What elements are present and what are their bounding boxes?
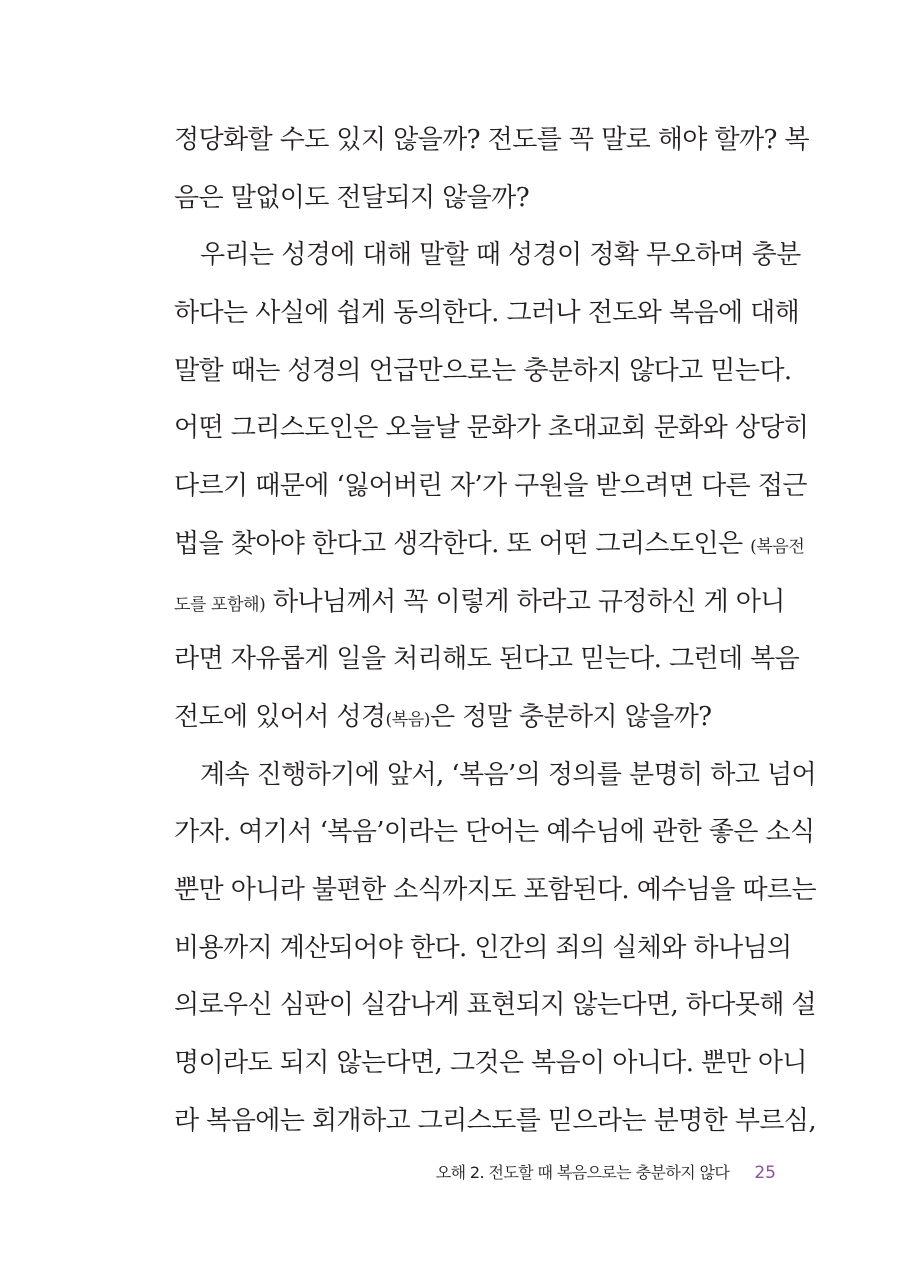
text-line: 뿐만 아니라 불편한 소식까지도 포함된다. 예수님을 따르는 — [174, 874, 817, 905]
text-line: 계속 진행하기에 앞서, ‘복음’의 정의를 분명히 하고 넘어 — [200, 759, 816, 790]
annotation-note: 도를 포함해) — [174, 594, 266, 615]
body-text — [174, 112, 817, 1150]
text-segment: 하나님께서 꼭 이렇게 하라고 규정하신 게 아니 — [265, 586, 785, 617]
text-line: 비용까지 계산되어야 한다. 인간의 죄의 실체와 하나님의 — [174, 932, 792, 963]
page-number: 25 — [754, 1163, 776, 1183]
text-segment: 은 정말 충분하지 않을까? — [429, 701, 712, 732]
text-line: 정당화할 수도 있지 않을까? 전도를 꼭 말로 해야 할까? 복 — [174, 125, 810, 155]
text-line — [174, 689, 778, 747]
text-line: 어떤 그리스도인은 오늘날 문화가 초대교회 문화와 상당히 — [174, 413, 809, 444]
text-segment: 전도에 있어서 성경 — [174, 701, 386, 732]
text-line: 말할 때는 성경의 언급만으로는 충분하지 않다고 믿는다. — [174, 355, 792, 386]
text-line: 하다는 사실에 쉽게 동의한다. 그러나 전도와 복음에 대해 — [174, 298, 800, 329]
annotation-note: (복음전 — [750, 536, 805, 557]
text-line — [174, 574, 785, 632]
text-line: 다르기 때문에 ‘잃어버린 자’가 구원을 받으려면 다른 접근 — [174, 471, 807, 502]
page-footer — [436, 1158, 776, 1188]
text-line: 라면 자유롭게 일을 처리해도 된다고 믿는다. 그런데 복음 — [174, 644, 800, 675]
text-line: 가자. 여기서 ‘복음’이라는 단어는 예수님에 관한 좋은 소식 — [174, 817, 815, 848]
text-line: 의로우신 심판이 실감나게 표현되지 않는다면, 하다못해 설 — [174, 990, 817, 1021]
text-line: 우리는 성경에 대해 말할 때 성경이 정확 무오하며 충분 — [200, 240, 801, 271]
annotation-note: (복음) — [385, 709, 430, 730]
text-segment: 법을 찾아야 한다고 생각한다. 또 어떤 그리스도인은 — [174, 528, 751, 559]
text-line: 음은 말없이도 전달되지 않을까? — [174, 182, 530, 213]
text-line: 라 복음에는 회개하고 그리스도를 믿으라는 분명한 부르심, — [174, 1105, 817, 1136]
running-footer-title: 오해 2. 전도할 때 복음으로는 충분하지 않다 — [435, 1163, 730, 1182]
text-line: 명이라도 되지 않는다면, 그것은 복음이 아니다. 뿐만 아니 — [174, 1048, 807, 1078]
text-line — [174, 516, 805, 574]
